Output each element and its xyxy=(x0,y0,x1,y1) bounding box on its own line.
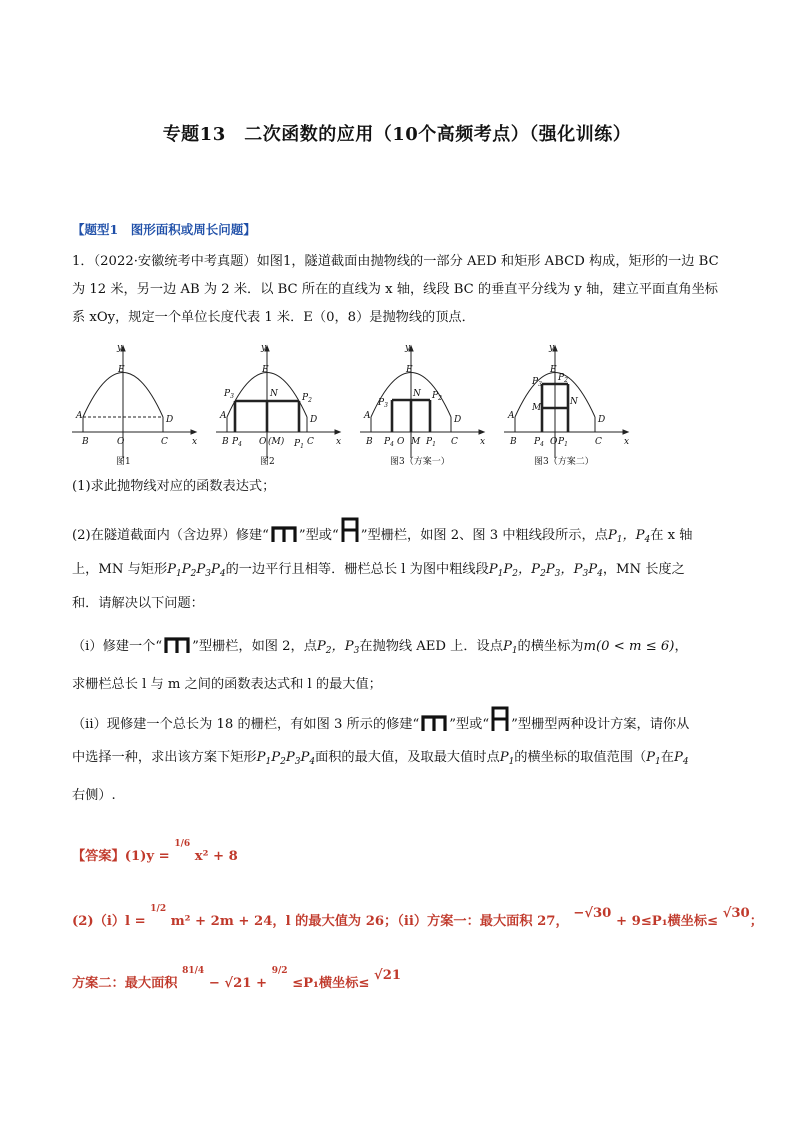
svg-text:D: D xyxy=(454,415,462,425)
svg-text:P2: $P_2$ xyxy=(432,391,442,402)
svg-text:P4: $P_4$ xyxy=(232,437,242,448)
section-heading: 【题型1 图形面积或周长问题】 xyxy=(72,222,256,237)
svg-text:C: C xyxy=(451,437,458,447)
svg-text:P3: $P_3$ xyxy=(224,389,234,400)
svg-text:x: x xyxy=(336,437,342,447)
part-1-text: (1)求此抛物线对应的函数表达式； xyxy=(72,479,276,494)
svg-text:N: N xyxy=(570,397,578,407)
question-line: 系 xOy，规定一个单位长度代表 1 米．E（0，8）是抛物线的顶点． xyxy=(72,310,475,325)
svg-text:x: x xyxy=(192,437,198,447)
question-line: 为 12 米，另一边 AB 为 2 米．以 BC 所在的直线为 x 轴，线段 BC 的垂直平分线为 y 轴，建立平面直角坐标 xyxy=(72,282,718,297)
svg-text:D: D xyxy=(598,415,606,425)
svg-text:C: C xyxy=(307,437,314,447)
svg-text:P1: $P_1$ xyxy=(558,437,568,448)
question-1-text xyxy=(72,248,727,332)
svg-text:E: E xyxy=(262,365,269,375)
part-2-text: (2)在隧道截面内（含边界）修建“ ”型或“ ”型栅栏，如图 2、图 3 中粗线段所示，点$P_1$，$P_4$在 x 轴 上，MN 与矩形$P_1P_2P_3P_4$的一边平行且相等．栅栏总长 l 为图中粗线段$P_1P_2$，$P_2P_3$，$P_3P_4$，MN 长度之 和．请解决以下问题： xyxy=(72,517,727,619)
svg-text:B: B xyxy=(222,437,229,447)
svg-text:y: y xyxy=(261,343,267,353)
ri-shape-icon xyxy=(341,517,359,543)
svg-text:N: N xyxy=(270,389,278,399)
svg-text:O: O xyxy=(397,437,405,447)
svg-text:P1: $P_1$ xyxy=(426,437,436,448)
answer-3: 方案二：最大面积 $^{81/4}$ − √21 + $^{9/2}$ ≤P₁横坐标≤ √21 xyxy=(72,966,402,991)
svg-text:x: x xyxy=(624,437,630,447)
svg-text:y: y xyxy=(549,343,555,353)
sub-question-1: （ⅰ）修建一个“ ”型栅栏，如图 2，点$P_2$，$P_3$在抛物线 AED 上．设点$P_1$的横坐标为m(0 < m ≤ 6)， 求栅栏总长 l 与 m 之间的函数表达式和 l 的最大值； xyxy=(72,630,727,701)
svg-text:O: O xyxy=(259,437,267,447)
svg-text:P2: $P_2$ xyxy=(302,393,312,404)
figure-caption: 图2 xyxy=(260,457,275,467)
svg-text:P2: $P_2$ xyxy=(558,373,568,384)
pi-shape-icon xyxy=(421,714,447,732)
svg-text:D: D xyxy=(310,415,318,425)
sub-question-2: （ⅱ）现修建一个总长为 18 的栅栏，有如图 3 所示的修建“ ”型或“ ”型栅型两种设计方案，请你从 中选择一种，求出该方案下矩形$P_1P_2P_3P_4$面积的最大值，及取最大值时点$P_1$的横坐标的取值范围（$P_1$在$P_4$ 右侧）. xyxy=(72,706,727,812)
svg-text:C: C xyxy=(161,437,168,447)
svg-text:M: M xyxy=(411,437,421,447)
svg-text:E: E xyxy=(406,365,413,375)
svg-text:(M): (M) xyxy=(268,437,285,447)
svg-text:O: O xyxy=(550,437,558,447)
svg-text:A: A xyxy=(508,411,515,421)
svg-text:A: A xyxy=(220,411,227,421)
svg-text:y: y xyxy=(405,343,411,353)
svg-text:P3: $P_3$ xyxy=(378,398,388,409)
figure-caption: 图1 xyxy=(116,457,131,467)
svg-text:P4: $P_4$ xyxy=(384,437,394,448)
figure-caption: 图3（方案一） xyxy=(390,457,450,467)
figures-row xyxy=(66,340,646,468)
svg-text:E: E xyxy=(118,365,125,375)
svg-text:O: O xyxy=(117,437,125,447)
pi-shape-icon xyxy=(164,636,190,654)
svg-text:C: C xyxy=(595,437,602,447)
svg-text:A: A xyxy=(364,411,371,421)
svg-text:N: N xyxy=(413,389,421,399)
svg-text:P3: $P_3$ xyxy=(532,377,542,388)
svg-text:B: B xyxy=(510,437,517,447)
svg-text:D: D xyxy=(166,415,174,425)
answer-1: 【答案】(1)y = $^{1/6}$ x² + 8 xyxy=(72,839,238,864)
pi-shape-icon xyxy=(271,525,297,543)
svg-text:E: E xyxy=(550,365,557,375)
page-title: 专题13 二次函数的应用（10个高频考点）（强化训练） xyxy=(162,124,632,145)
svg-text:P1: $P_1$ xyxy=(294,439,304,450)
svg-text:y: y xyxy=(117,343,123,353)
figure-1 xyxy=(72,346,196,458)
svg-text:x: x xyxy=(480,437,486,447)
figure-caption: 图3（方案二） xyxy=(534,457,594,467)
svg-text:P4: $P_4$ xyxy=(534,437,544,448)
svg-text:M: M xyxy=(532,403,542,413)
question-line: 1．（2022·安徽统考中考真题）如图1，隧道截面由抛物线的一部分 AED 和矩形 ABCD 构成，矩形的一边 BC xyxy=(72,254,719,269)
ri-shape-icon xyxy=(491,706,509,732)
svg-text:B: B xyxy=(82,437,89,447)
svg-text:A: A xyxy=(76,411,83,421)
svg-text:B: B xyxy=(366,437,373,447)
answer-2: (2)（ⅰ）l = $^{1/2}$ m² + 2m + 24，l 的最大值为 26；（ⅱ）方案一：最大面积 27， −√30 + 9≤P₁横坐标≤ √30； xyxy=(72,904,763,929)
